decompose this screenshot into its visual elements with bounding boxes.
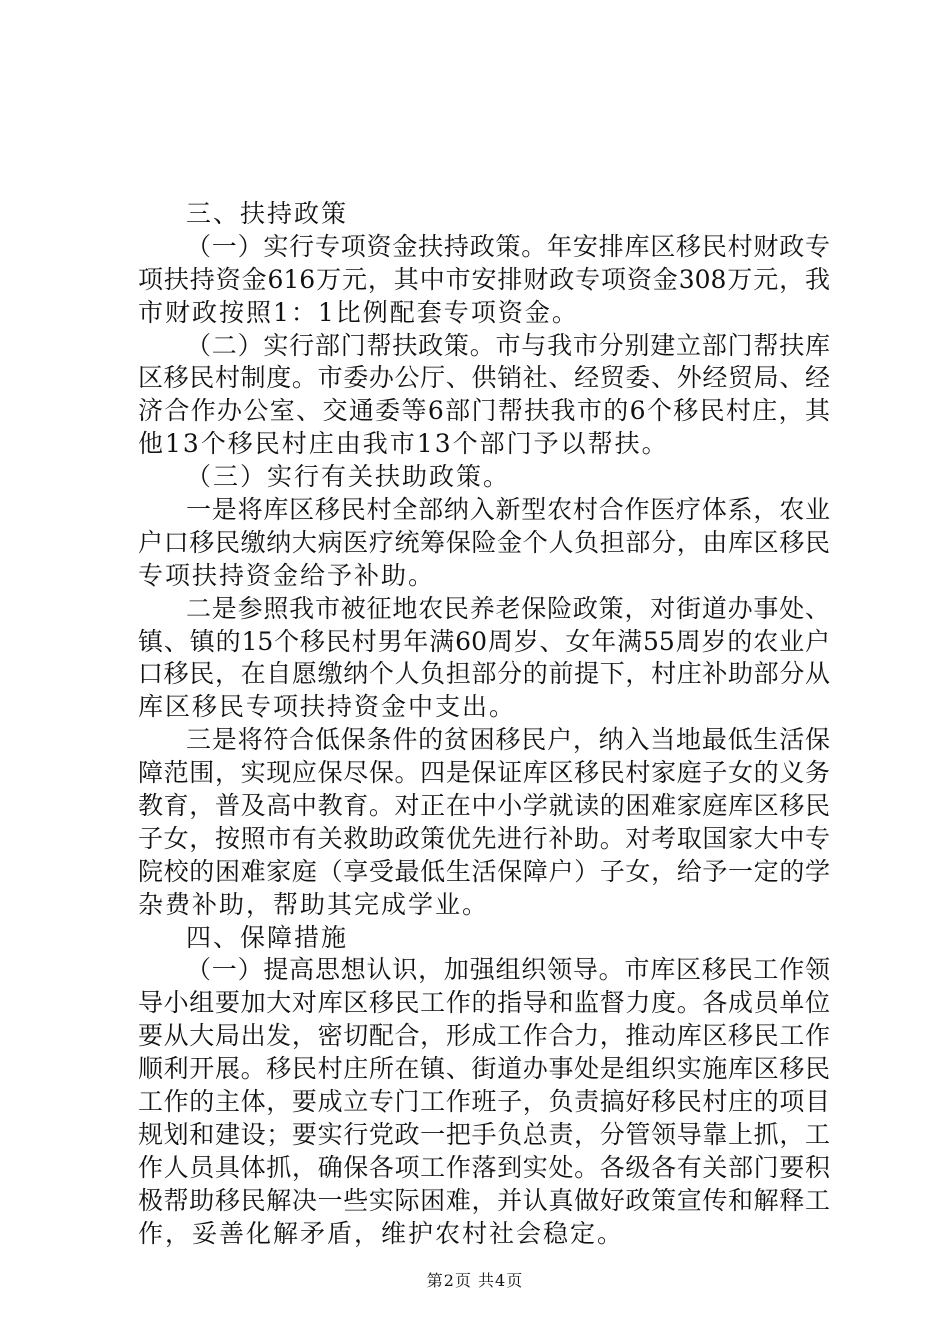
paragraph-line: 顺利开展。移民村庄所在镇、街道办事处是组织实施库区移民	[138, 1054, 830, 1084]
paragraph-line: 子女，按照市有关救助政策优先进行补助。对考取国家大中专	[138, 823, 830, 853]
paragraph-line: 障范围，实现应保尽保。四是保证库区移民村家庭子女的义务	[138, 758, 830, 788]
paragraph-line: 济合作办公室、交通委等6部门帮扶我市的6个移民村庄，其	[138, 396, 830, 426]
paragraph-line: 市财政按照1：1比例配套专项资金。	[138, 297, 579, 327]
paragraph-line: 口移民，在自愿缴纳个人负担部分的前提下，村庄补助部分从	[138, 659, 830, 689]
paragraph-line: （一）提高思想认识，加强组织领导。市库区移民工作领	[186, 955, 830, 985]
paragraph-line: 院校的困难家庭（享受最低生活保障户）子女，给予一定的学	[138, 856, 830, 886]
paragraph-line: （二）实行部门帮扶政策。市与我市分别建立部门帮扶库	[186, 330, 830, 360]
paragraph-line: 三是将符合低保条件的贫困移民户，纳入当地最低生活保	[186, 725, 830, 755]
paragraph-line: （一）实行专项资金扶持政策。年安排库区移民村财政专	[186, 231, 830, 261]
paragraph-line: 专项扶持资金给予补助。	[138, 560, 436, 590]
page-number-footer: 第2页 共4页	[426, 1271, 524, 1290]
paragraph-line: 户口移民缴纳大病医疗统筹保险金个人负担部分，由库区移民	[138, 527, 830, 557]
paragraph-line: 库区移民专项扶持资金中支出。	[138, 692, 517, 722]
section-heading-safeguards: 四、保障措施	[186, 922, 349, 952]
paragraph-line: 项扶持资金616万元，其中市安排财政专项资金308万元，我	[138, 264, 830, 294]
document-body	[138, 198, 830, 1251]
paragraph-line: 区移民村制度。市委办公厅、供销社、经贸委、外经贸局、经	[138, 363, 830, 393]
paragraph-line: 作，妥善化解矛盾，维护农村社会稳定。	[138, 1218, 625, 1248]
paragraph-line: 工作的主体，要成立专门工作班子，负责搞好移民村庄的项目	[138, 1087, 830, 1117]
paragraph-line: 规划和建设；要实行党政一把手负总责，分管领导靠上抓，工	[138, 1119, 830, 1149]
paragraph-line: 他13个移民村庄由我市13个部门予以帮扶。	[138, 429, 669, 459]
paragraph-line: 镇、镇的15个移民村男年满60周岁、女年满55周岁的农业户	[138, 626, 830, 656]
paragraph-line: 杂费补助，帮助其完成学业。	[138, 889, 490, 919]
paragraph-line: 作人员具体抓，确保各项工作落到实处。各级各有关部门要积	[138, 1152, 830, 1182]
paragraph-line: 一是将库区移民村全部纳入新型农村合作医疗体系，农业	[186, 495, 830, 525]
paragraph-line: （三）实行有关扶助政策。	[186, 462, 511, 492]
paragraph-line: 导小组要加大对库区移民工作的指导和监督力度。各成员单位	[138, 988, 830, 1018]
paragraph-line: 极帮助移民解决一些实际困难，并认真做好政策宣传和解释工	[138, 1185, 830, 1215]
paragraph-line: 教育，普及高中教育。对正在中小学就读的困难家庭库区移民	[138, 791, 830, 821]
paragraph-line: 二是参照我市被征地农民养老保险政策，对街道办事处、	[186, 593, 830, 623]
section-heading-support-policy: 三、扶持政策	[186, 199, 349, 228]
paragraph-line: 要从大局出发，密切配合，形成工作合力，推动库区移民工作	[138, 1021, 830, 1051]
